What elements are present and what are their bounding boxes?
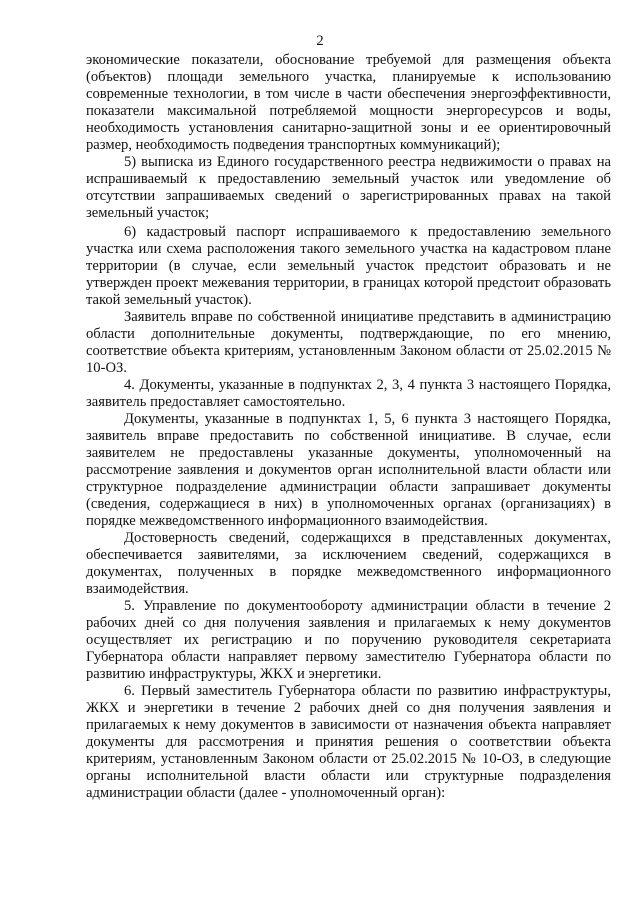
paragraph-reliability: Достоверность сведений, содержащихся в представленных документах, обеспечивается заявителями, за исключением сведений, содержащихся в документах, полученных в порядке межведомственного информационного взаимодействия. [86, 530, 611, 597]
paragraph-point-6: 6. Первый заместитель Губернатора области по развитию инфраструктуры, ЖКХ и энергетики в течение 2 рабочих дней со дня получения заявления и прилагаемых к нему документов в зависимости от назначения объекта направляет документы для рассмотрения и принятия решения о соответствии объекта критериям, установленным Законом области от 25.02.2015 № 10-ОЗ, в следующие органы исполнительной власти области или структурные подразделения администрации области (далее - уполномоченный орган): [86, 683, 611, 801]
paragraph-applicant-right: Заявитель вправе по собственной инициативе представить в администрацию области дополнительные документы, подтверждающие, по его мнению, соответствие объекта критериям, установленным Законом области от 25.02.2015 № 10-ОЗ. [86, 309, 611, 376]
paragraph-item-5: 5) выписка из Единого государственного реестра недвижимости о правах на испрашиваемый к предоставлению земельный участок или уведомление об отсутствии запрашиваемых сведений о зарегистрированных правах на такой земельный участок; [86, 154, 611, 221]
paragraph-documents-own-initiative: Документы, указанные в подпунктах 1, 5, 6 пункта 3 настоящего Порядка, заявитель вправе предоставить по собственной инициативе. В случае, если заявителем не предоставлены указанные документы, уполномоченный на рассмотрение заявления и документов орган исполнительной власти области или структурное подразделение администрации области запрашивает документы (сведения, содержащиеся в них) в уполномоченных органах (организациях) в порядке межведомственного информационного взаимодействия. [86, 411, 611, 529]
paragraph-item-6: 6) кадастровый паспорт испрашиваемого к предоставлению земельного участка или схема расположения такого земельного участка на кадастровом плане территории (в случае, если земельный участок предстоит образовать и не утвержден проект межевания территории, в границах которой предстоит образовать такой земельный участок). [86, 224, 611, 308]
document-body [86, 52, 611, 802]
page-number: 2 [316, 33, 324, 49]
paragraph-continuation: экономические показатели, обоснование требуемой для размещения объекта (объектов) площади земельного участка, планируемые к использованию современные технологии, в том числе в части обеспечения энергоэффективности, показатели максимальной потребляемой мощности энергоресурсов и воды, необходимость установления санитарно-защитной зоны и ее ориентировочный размер, необходимость подведения транспортных коммуникаций); [86, 52, 611, 153]
paragraph-point-5: 5. Управление по документообороту администрации области в течение 2 рабочих дней со дня получения заявления и прилагаемых к нему документов осуществляет их регистрацию и по поручению руководителя секретариата Губернатора области направляет первому заместителю Губернатора области по развитию инфраструктуры, ЖКХ и энергетики. [86, 598, 611, 682]
paragraph-point-4: 4. Документы, указанные в подпунктах 2, 3, 4 пункта 3 настоящего Порядка, заявитель предоставляет самостоятельно. [86, 377, 611, 410]
